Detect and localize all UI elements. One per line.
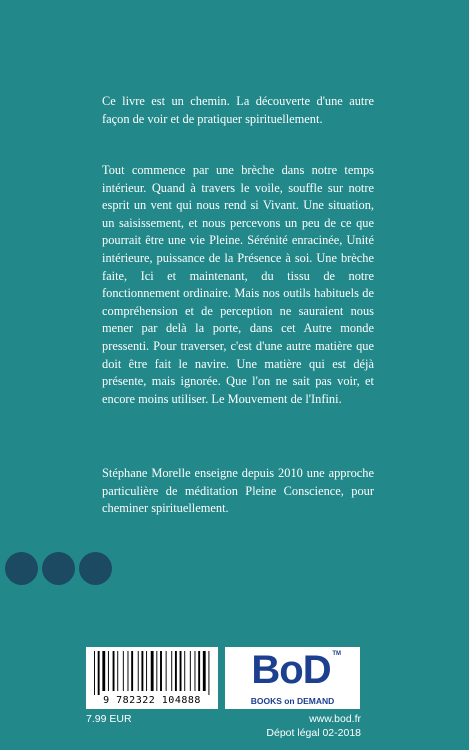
blurb-paragraph-author: Stéphane Morelle enseigne depuis 2010 une approche particulière de méditation Pleine Conscience, pour cheminer spirituellement. [102, 466, 374, 516]
barcode-bar [190, 651, 191, 691]
publisher-logo-box [225, 647, 360, 709]
barcode-bar [146, 651, 147, 691]
publisher-website: www.bod.fr [309, 713, 361, 725]
publisher-info [266, 712, 361, 740]
barcode-bar [94, 651, 95, 695]
barcode-bar [175, 651, 177, 691]
barcode-bar [117, 651, 118, 691]
isbn-number: 9 782322 104888 [103, 695, 201, 706]
barcode-bar [131, 651, 133, 691]
barcode-bar [138, 651, 139, 691]
barcode-bar [171, 651, 172, 691]
decorative-dots [5, 552, 112, 585]
isbn-barcode [86, 647, 218, 709]
barcode-bar [156, 651, 157, 691]
barcode-bar [151, 651, 154, 691]
barcode-bar [203, 651, 206, 691]
barcode-bar [160, 651, 162, 691]
barcode-bar [141, 651, 143, 691]
barcode-bar [208, 651, 209, 695]
barcode-bar [184, 651, 185, 691]
bod-logo [239, 647, 343, 697]
trademark-mark: TM [332, 651, 341, 657]
barcode-bar [195, 651, 196, 691]
blurb-paragraph-intro: Ce livre est un chemin. La découverte d'une autre façon de voir et de pratiquer spirituellement. [102, 94, 374, 126]
barcode-bar [198, 651, 200, 691]
barcode-bar [166, 651, 167, 691]
barcode-bars [94, 651, 210, 695]
dot-2 [42, 552, 75, 585]
barcode-bar [123, 651, 124, 691]
bod-tagline: BOOKS on DEMAND [250, 696, 335, 706]
legal-deposit: Dépot légal 02-2018 [266, 727, 361, 739]
bod-logo-letters: BoD [251, 648, 331, 692]
barcode-bar [108, 651, 109, 691]
price-label: 7.99 EUR [86, 713, 132, 725]
blurb-paragraph-main: Tout commence par une brèche dans notre temps intérieur. Quand à travers le voile, souffle sur notre esprit un vent qui nous rend si Vivant. Une situation, un saisissement, et nous percevons un peu de ce que pourrait être une vie Pleine. Sérénité enracinée, Unité intérieure, puissance de la Présence à soi. Une brèche faite, Ici et maintenant, du tissu de notre fonctionnement ordinaire. Mais nos outils habituels de compréhension et de perception ne sauraient nous mener par delà la porte, dans cet Autre monde pressenti. Pour traverser, c'est d'une autre matière que doit être fait le navire. Une matière qui est déjà présente, mais ignorée. Que l'on ne sait pas voir, et encore moins utiliser. Le Mouvement de l'Infini. [102, 163, 374, 406]
barcode-bar [128, 651, 129, 691]
barcode-bar [102, 651, 105, 691]
dot-3 [79, 552, 112, 585]
barcode-bar [180, 651, 182, 691]
barcode-bar [113, 651, 115, 691]
barcode-bar [98, 651, 100, 695]
dot-1 [5, 552, 38, 585]
